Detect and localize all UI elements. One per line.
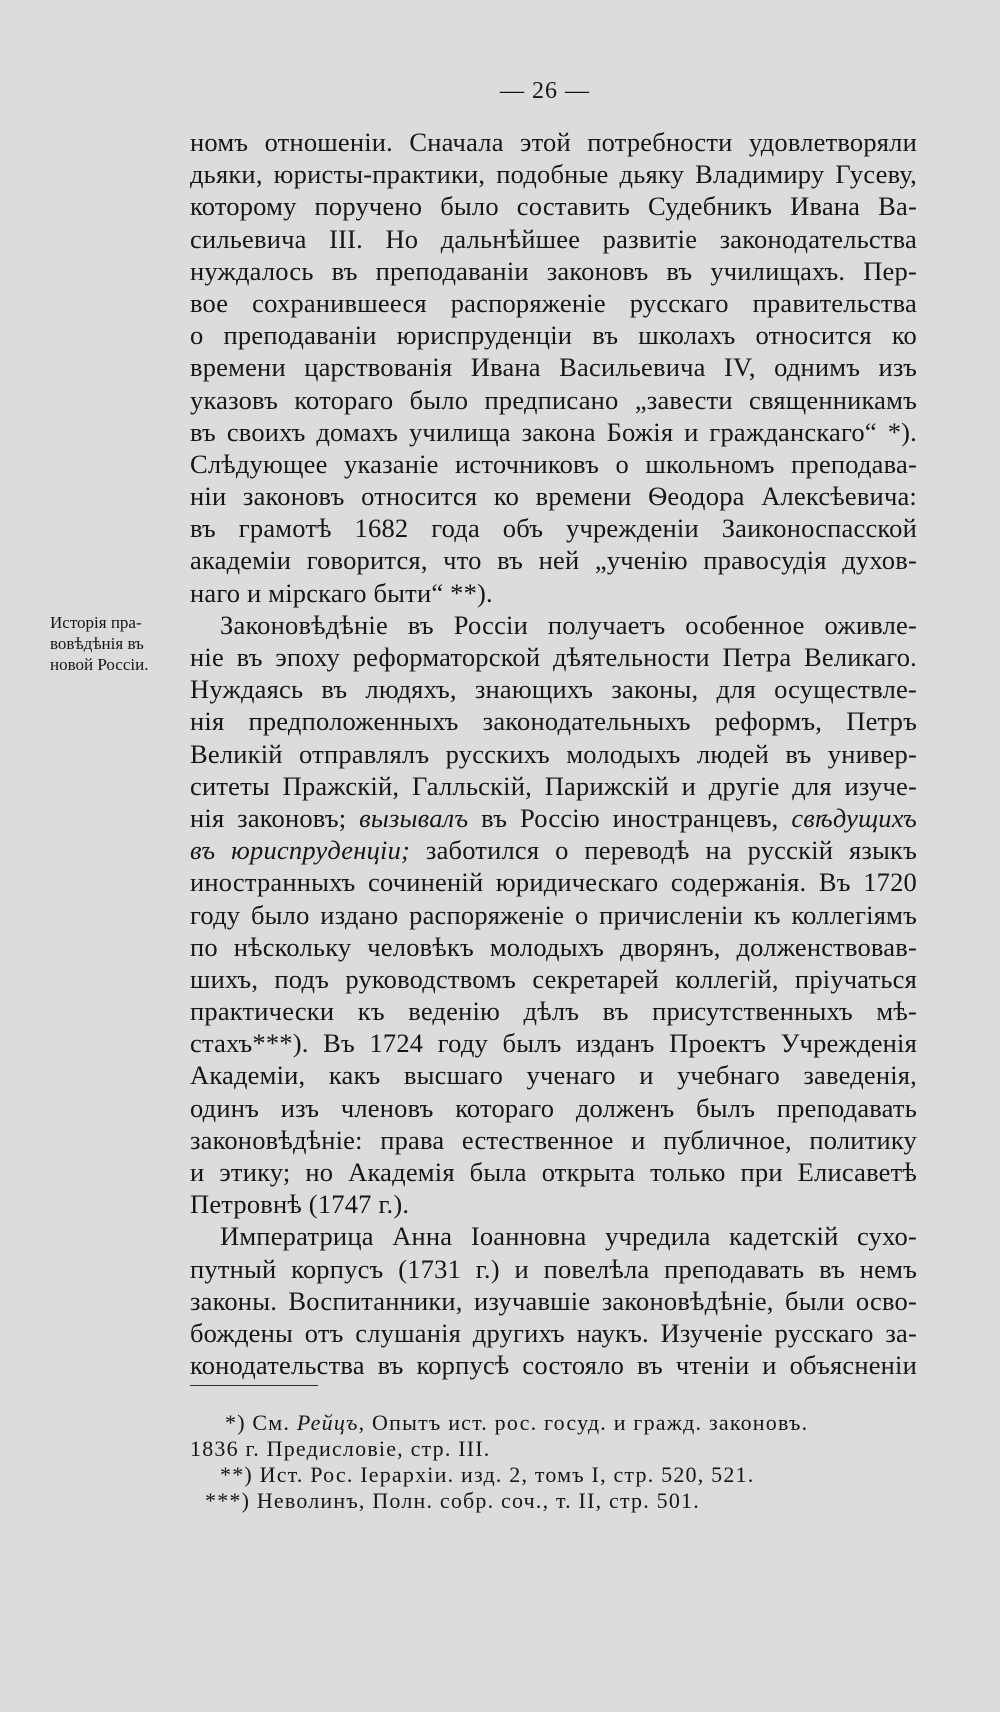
text-line: нія предположенныхъ законодательныхъ реформъ, Петръ xyxy=(190,706,917,737)
text-line: бождены отъ слушанія другихъ наукъ. Изученіе русскаго за- xyxy=(190,1317,917,1348)
text-fragment: въ Россію иностранцевъ, xyxy=(468,802,792,833)
text-line: о преподаваніи юриспруденціи въ школахъ относится ко xyxy=(190,320,917,351)
footnote-line: **) Ист. Рос. Іерархіи. изд. 2, томъ I, стр. 520, 521. xyxy=(220,1462,755,1487)
text-line: ситеты Пражскій, Галльскій, Парижскій и другіе для изуче- xyxy=(190,770,917,801)
margin-note-line: новой Россіи. xyxy=(50,655,149,674)
footnote-divider xyxy=(190,1385,318,1386)
text-line: одинъ изъ членовъ котораго долженъ былъ преподавать xyxy=(190,1092,917,1123)
text-line: Петровнѣ (1747 г.). xyxy=(190,1189,410,1220)
text-line: которому поручено было составить Судебникъ Ивана Ва- xyxy=(190,191,917,222)
text-line: стахъ***). Въ 1724 году былъ изданъ Проектъ Учрежденія xyxy=(190,1028,917,1059)
text-line: ніе въ эпоху реформаторской дѣятельности Петра Великаго. xyxy=(190,642,917,672)
text-line: Императрица Анна Іоанновна учредила кадетскій сухо- xyxy=(220,1221,917,1252)
text-line: законы. Воспитанники, изучавшіе законовѣдѣніе, были осво- xyxy=(190,1285,917,1316)
margin-note-line: вовѣдѣнія въ xyxy=(50,634,144,653)
text-line: шихъ, подъ руководствомъ секретарей коллегій, пріучаться xyxy=(190,963,917,994)
footnote-fragment: *) См. xyxy=(225,1410,297,1435)
text-line: по нѣскольку человѣкъ молодыхъ дворянъ, долженствовав- xyxy=(190,931,917,962)
text-line: и этику; но Академія была открыта только при Елисаветѣ xyxy=(190,1157,917,1187)
text-line: дьяки, юристы-практики, подобные дьяку Владимиру Гусеву, xyxy=(190,159,917,190)
italic-fragment: свѣдущихъ xyxy=(791,802,917,833)
text-line: Законовѣдѣніе въ Россіи получаетъ особенное оживле- xyxy=(220,609,917,640)
text-line: практически къ веденію дѣлъ въ присутственныхъ мѣ- xyxy=(190,996,917,1027)
margin-note-line: Исторія пра- xyxy=(50,613,142,632)
footnote-line: ***) Неволинъ, Полн. собр. соч., т. II, стр. 501. xyxy=(205,1488,700,1513)
footnote-line xyxy=(190,1410,930,1436)
italic-fragment: вызывалъ xyxy=(359,802,469,833)
text-line: номъ отношеніи. Сначала этой потребности удовлетворяли xyxy=(190,127,917,157)
text-line: законовѣдѣніе: права естественное и публичное, политику xyxy=(190,1124,917,1155)
text-line: вое сохранившееся распоряженіе русскаго правительства xyxy=(190,287,917,318)
text-line: иностранныхъ сочиненій юридическаго содержанія. Въ 1720 xyxy=(190,867,917,898)
text-line: времени царствованія Ивана Васильевича IV, однимъ изъ xyxy=(190,352,917,383)
text-line: Великій отправлялъ русскихъ молодыхъ людей въ универ- xyxy=(190,738,917,769)
text-line: наго и мірскаго быти“ **). xyxy=(190,577,493,608)
main-text xyxy=(190,126,917,1381)
footnotes xyxy=(190,1410,930,1514)
text-fragment: заботился о переводѣ на русскій языкъ xyxy=(410,835,918,866)
text-line: нуждалось въ преподаваніи законовъ въ училищахъ. Пер- xyxy=(190,255,917,286)
text-line: Слѣдующее указаніе источниковъ о школьномъ преподава- xyxy=(190,448,917,479)
text-fragment: нія законовъ; xyxy=(190,802,360,833)
text-line: академіи говорится, что въ ней „ученію правосудія духов- xyxy=(190,545,917,576)
text-line xyxy=(190,802,917,834)
page-number: — 26 — xyxy=(500,78,590,104)
text-line: указовъ котораго было предписано „завести священникамъ xyxy=(190,384,917,415)
text-line: году было издано распоряженіе о причисленіи къ коллегіямъ xyxy=(190,899,917,930)
footnote-fragment: , Опытъ ист. рос. госуд. и гражд. законовъ. xyxy=(358,1410,809,1435)
margin-note xyxy=(50,612,180,675)
text-line: Нуждаясь въ людяхъ, знающихъ законы, для осуществле- xyxy=(190,674,917,705)
text-line: въ грамотѣ 1682 года объ учрежденіи Заиконоспасской xyxy=(190,513,917,544)
text-line: въ своихъ домахъ училища закона Божія и гражданскаго“ *). xyxy=(190,416,917,447)
text-line: ніи законовъ относится ко времени Ѳеодора Алексѣевича: xyxy=(190,481,917,512)
footnote-italic-fragment: Рейцъ xyxy=(296,1410,359,1435)
footnote-line: 1836 г. Предисловіе, стр. III. xyxy=(190,1436,491,1461)
text-line: путный корпусъ (1731 г.) и повелѣла преподавать въ немъ xyxy=(190,1253,917,1284)
text-line: конодательства въ корпусѣ состояло въ чтеніи и объясненіи xyxy=(190,1350,917,1381)
italic-fragment: въ юриспруденціи; xyxy=(190,835,411,866)
text-line: сильевича III. Но дальнѣйшее развитіе законодательства xyxy=(190,223,917,254)
text-line xyxy=(190,834,917,866)
text-line: Академіи, какъ высшаго ученаго и учебнаго заведенія, xyxy=(190,1060,917,1091)
